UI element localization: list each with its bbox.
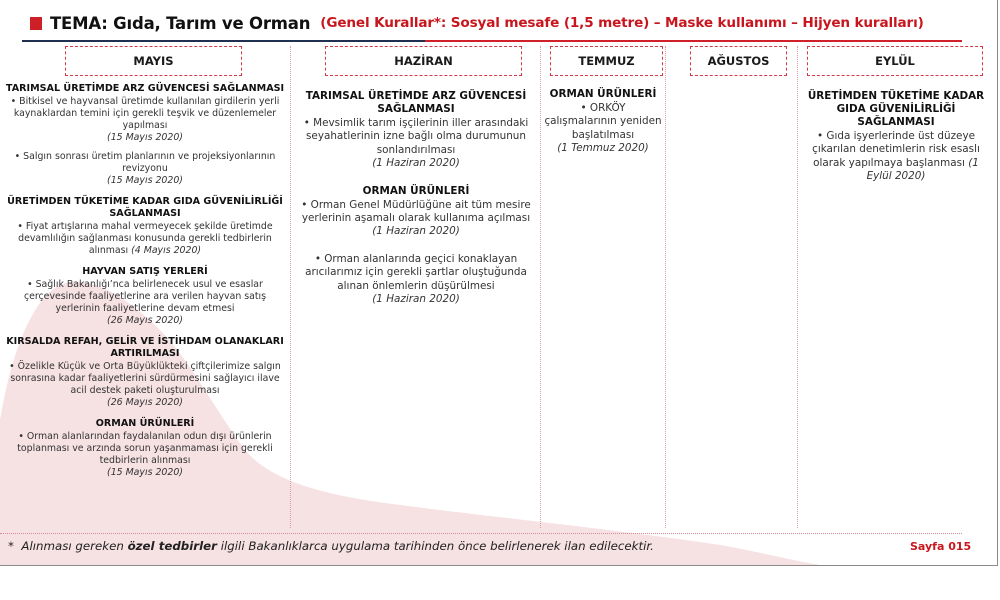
page-subtitle: (Genel Kurallar*: Sosyal mesafe (1,5 metre) – Maske kullanımı – Hijyen kuralları) [320,15,924,31]
title-row [30,10,924,36]
column-divider [665,46,666,528]
section [298,185,534,307]
section [4,336,286,409]
item-text: • Özelikle Küçük ve Orta Büyüklükteki çiftçilerimize salgın sonrasına kadar faaliyetlerini sürdürmesini sağlayıcı ilave acil destek paketi oluşturulması [9,361,281,396]
section-title: HAYVAN SATIŞ YERLERİ [82,266,208,277]
item-date: (1 Haziran 2020) [372,157,460,170]
page-number: Sayfa 015 [910,540,972,553]
section-title: ÜRETİMDEN TÜKETİME KADAR GIDA GÜVENİLİRLİĞİ SAĞLANMASI [7,196,283,219]
list-item [4,279,286,327]
item-text: • Salgın sonrası üretim planlarının ve projeksiyonlarının revizyonu [14,151,276,174]
item-text: • Orman alanlarında geçici konaklayan arıcılarımız için gerekli şartlar oluştuğunda alınan önlemlerin düşürülmesi [305,252,527,292]
footnote-text-before: Alınması gereken [21,539,124,553]
list-item [298,253,534,307]
section [298,90,534,171]
month-label: AĞUSTOS [707,54,770,68]
item-text: • Mevsimlik tarım işçilerinin iller arasındaki seyahatlerinin izne bağlı olma durumunun sonlandırılması [303,117,529,156]
list-item [4,431,286,479]
column-divider [290,46,291,528]
item-date: (1 Haziran 2020) [372,225,460,238]
month-header-temmuz [550,46,663,76]
title-bullet-square-icon [30,17,42,30]
list-item [4,96,286,144]
item-text: • ORKÖY çalışmalarının yeniden başlatılması [544,102,662,141]
list-item [298,117,534,171]
title-divider-navy [22,40,425,42]
item-date: (26 Mayıs 2020) [107,315,183,326]
column-divider [540,46,541,528]
footnote [8,539,654,553]
title-divider-red [425,40,962,42]
item-date: (1 Temmuz 2020) [557,142,649,155]
section-title: TARIMSAL ÜRETİMDE ARZ GÜVENCESİ SAĞLANMASI [305,90,527,115]
column-divider [797,46,798,528]
item-date: (4 Mayıs 2020) [131,245,202,256]
section [4,266,286,327]
month-label: EYLÜL [875,54,915,68]
item-text: • Sağlık Bakanlığı’nca belirlenecek usul ve esaslar çerçevesinde faaliyetlerine ara verilen hayvan satış yerlerinin faaliyetlerine devam etmesi [23,279,267,314]
item-text: • Orman alanlarından faydalanılan odun dışı ürünlerin toplanması ve arzında sorun yaşanmaması için gerekli tedbirlerin alınması [17,431,273,466]
section-title: KIRSALDA REFAH, GELİR VE İSTİHDAM OLANAKLARI ARTIRILMASI [6,336,284,359]
item-text: • Bitkisel ve hayvansal üretimde kullanılan girdilerin yerli kaynaklardan temini için gerekli teşvik ve düzenlemeler yapılması [10,96,280,131]
section [4,418,286,479]
list-item [298,199,534,239]
page-title: TEMA: Gıda, Tarım ve Orman [50,13,311,33]
footnote-asterisk: * [8,539,14,553]
item-date: (15 Mayıs 2020) [107,175,183,186]
month-header-agustos [690,46,787,76]
section [543,88,663,156]
item-text: • Gıda işyerlerinde üst düzeye çıkarılan denetimlerin risk esaslı olarak yapılmaya başlanması [812,130,980,169]
item-text: • Fiyat artışlarına mahal vermeyecek şekilde üretimde devamlılığın sağlanması konusunda gerekli tedbirlerin alınması [17,221,273,256]
section-title: ORMAN ÜRÜNLERİ [362,184,470,197]
month-header-mayis [65,46,242,76]
section [4,196,286,257]
section-title: ÜRETİMDEN TÜKETİME KADAR GIDA GÜVENİLİRLİĞİ SAĞLANMASI [807,90,985,128]
footnote-text-after: ilgili Bakanlıklarca uygulama tarihinden önce belirlenerek ilan edilecektir. [220,539,654,553]
month-label: MAYIS [133,54,174,68]
item-date: (26 Mayıs 2020) [107,397,183,408]
list-item [543,102,663,156]
list-item [4,221,286,257]
item-date: (1 Eylül 2020) [866,156,979,183]
month-label: HAZİRAN [394,54,453,68]
section-title: ORMAN ÜRÜNLERİ [549,88,657,100]
item-date: (15 Mayıs 2020) [107,132,183,143]
column-eylul [803,90,989,193]
month-label: TEMMUZ [578,54,635,68]
footer-divider [0,533,962,534]
month-header-haziran [325,46,522,76]
section-title: TARIMSAL ÜRETİMDE ARZ GÜVENCESİ SAĞLANMASI [5,83,285,94]
column-temmuz [543,88,663,165]
section [4,83,286,187]
item-date: (15 Mayıs 2020) [107,467,183,478]
footnote-bold: özel tedbirler [127,539,217,553]
item-text: • Orman Genel Müdürlüğüne ait tüm mesire yerlerinin aşamalı olarak kullanıma açılması [301,198,531,225]
section [803,90,989,184]
month-header-eylul [807,46,983,76]
list-item [4,151,286,187]
column-mayis [4,83,286,488]
item-date: (1 Haziran 2020) [372,293,460,306]
list-item [803,130,989,184]
column-haziran [298,90,534,315]
list-item [4,361,286,409]
section-title: ORMAN ÜRÜNLERİ [95,418,195,429]
